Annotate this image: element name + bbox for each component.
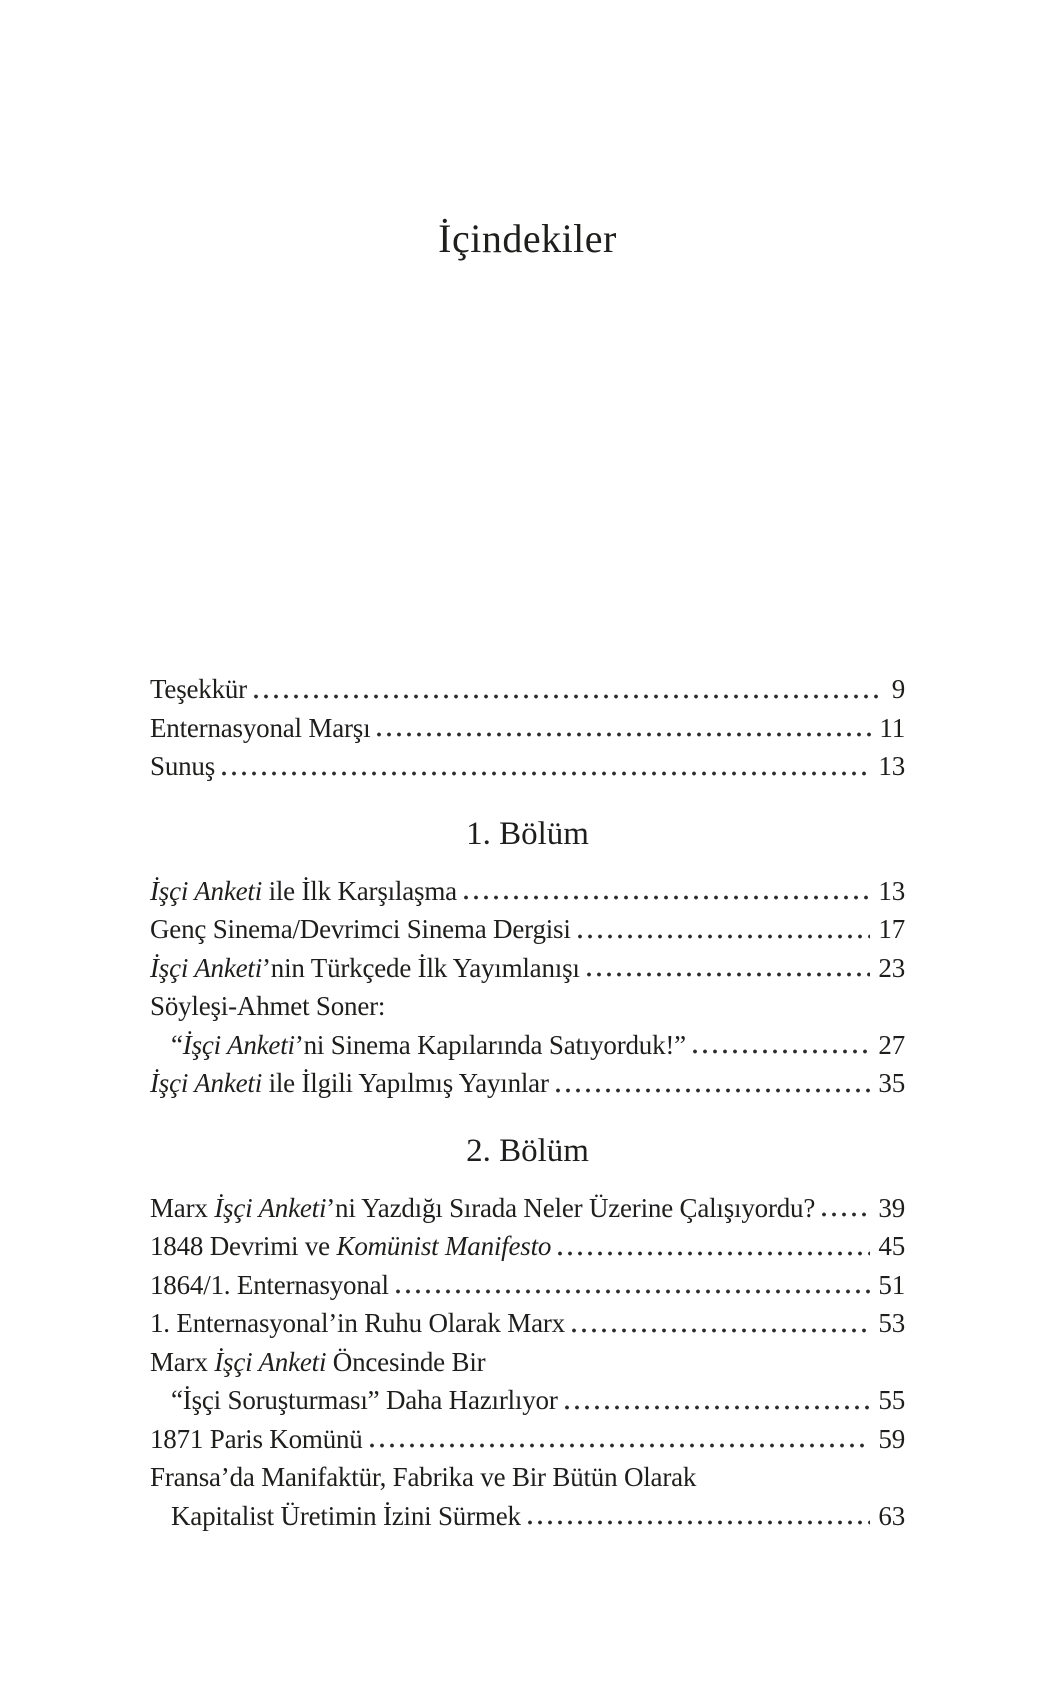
toc-entry: [150, 1026, 905, 1065]
toc-entry-page: 9: [891, 674, 905, 704]
toc-title-italic-segment: Komünist Manifesto: [336, 1231, 552, 1261]
toc-entry-page: 11: [879, 712, 905, 743]
toc-title-italic-segment: İşçi Anketi: [150, 1068, 263, 1098]
toc-entry-title: [150, 1189, 815, 1228]
dot-leader: [584, 972, 871, 977]
toc-entry-title: [150, 747, 215, 786]
toc-title-segment: Sunuş: [150, 751, 216, 781]
dot-leader: [819, 1212, 870, 1217]
toc-entry-page: 63: [878, 1500, 905, 1531]
toc-entry: [150, 709, 905, 748]
toc-entry-title: [150, 1458, 696, 1497]
sections-container: [150, 812, 905, 1536]
dot-leader: [251, 694, 884, 699]
front-matter-list: [150, 670, 905, 786]
toc-title-segment: Genç Sinema/Devrimci Sinema Dergisi: [150, 914, 571, 944]
toc-entry-title: [150, 1304, 565, 1343]
dot-leader: [525, 1520, 871, 1525]
toc-entry: [150, 987, 905, 1026]
toc-entry-title: [150, 1064, 549, 1103]
dot-leader: [219, 771, 870, 776]
toc-title-segment: 1. Enternasyonal’in Ruhu Olarak Marx: [150, 1308, 565, 1338]
toc-entry-title: [150, 1227, 551, 1266]
section-item-list: [150, 872, 905, 1103]
toc-title-italic-segment: İşçi Anketi: [214, 1346, 327, 1377]
toc-title-segment: Enternasyonal Marşı: [150, 712, 371, 743]
toc-entry: [150, 1458, 905, 1497]
toc-entry: [150, 1064, 905, 1103]
toc-entry: [150, 872, 905, 911]
toc-entry-title: [150, 987, 385, 1026]
toc-title-segment: 1871 Paris Komünü: [150, 1423, 363, 1454]
toc-entry: [150, 747, 905, 786]
toc-title-segment: ile İlk Karşılaşma: [262, 875, 457, 906]
toc-entry-page: 23: [878, 952, 905, 983]
toc-entry-title: [150, 670, 247, 709]
toc-title-segment: “: [171, 1029, 183, 1060]
toc-entry: [150, 1227, 905, 1266]
toc-entry-page: 13: [878, 751, 905, 781]
toc-entry-page: 17: [878, 914, 905, 944]
toc-entry-page: 59: [878, 1423, 905, 1454]
toc-title-segment: 1848 Devrimi ve: [150, 1231, 337, 1261]
toc-entry: [150, 1381, 905, 1420]
toc-title-segment: 1864/1. Enternasyonal: [150, 1269, 389, 1300]
toc-title-segment: Kapitalist Üretimin İzini Sürmek: [171, 1500, 521, 1531]
toc-entry-title: [150, 709, 370, 748]
toc-entry-page: 53: [878, 1308, 905, 1338]
toc-entry: [150, 1266, 905, 1305]
table-of-contents: [150, 670, 905, 1535]
toc-entry-page: 55: [878, 1385, 905, 1415]
toc-entry-title: [150, 1343, 485, 1382]
toc-title-segment: Teşekkür: [150, 674, 247, 704]
toc-entry-page: 35: [878, 1068, 905, 1098]
toc-title-segment: ’ni Sinema Kapılarında Satıyorduk!”: [294, 1029, 686, 1060]
section-heading: 2. Bölüm: [466, 1132, 589, 1169]
toc-entry-title: [150, 1420, 363, 1459]
toc-entry-page: 27: [878, 1029, 905, 1060]
toc-title-italic-segment: İşçi Anketi: [182, 1029, 295, 1060]
toc-entry: [150, 1497, 905, 1536]
toc-entry: [150, 910, 905, 949]
toc-title-segment: Marx: [150, 1192, 215, 1223]
toc-entry-page: 39: [878, 1192, 905, 1223]
dot-leader: [555, 1251, 870, 1256]
section-item-list: [150, 1189, 905, 1536]
toc-entry-page: 51: [878, 1269, 905, 1300]
dot-leader: [374, 732, 871, 737]
toc-entry: [150, 1304, 905, 1343]
toc-entry-title: [150, 872, 457, 911]
toc-entry-title: [150, 910, 571, 949]
toc-title-italic-segment: İşçi Anketi: [214, 1192, 327, 1223]
toc-entry-page: 13: [878, 875, 905, 906]
toc-title-italic-segment: İşçi Anketi: [150, 875, 263, 906]
toc-entry: [150, 1420, 905, 1459]
dot-leader: [575, 934, 871, 939]
dot-leader: [569, 1328, 870, 1333]
toc-entry-title: [150, 949, 580, 988]
toc-entry: [150, 1189, 905, 1228]
dot-leader: [461, 895, 870, 900]
toc-entry-title: [150, 1266, 389, 1305]
toc-entry-title: [171, 1026, 686, 1065]
dot-leader: [393, 1289, 871, 1294]
toc-entry-title: [171, 1381, 558, 1420]
toc-entry: [150, 949, 905, 988]
dot-leader: [367, 1443, 871, 1448]
toc-entry-title: [171, 1497, 521, 1536]
dot-leader: [553, 1088, 871, 1093]
toc-entry-page: 45: [878, 1231, 905, 1261]
section-heading: 1. Bölüm: [466, 815, 589, 852]
page-title: İçindekiler: [438, 216, 617, 261]
toc-title-segment: Marx: [150, 1346, 215, 1377]
dot-leader: [562, 1405, 871, 1410]
toc-title-segment: ’ni Yazdığı Sırada Neler Üzerine Çalışıyordu?: [326, 1192, 816, 1223]
toc-title-segment: “İşçi Soruşturması” Daha Hazırlıyor: [171, 1385, 558, 1415]
toc-title-segment: ile İlgili Yapılmış Yayınlar: [262, 1068, 549, 1098]
toc-entry: [150, 1343, 905, 1382]
toc-title-italic-segment: İşçi Anketi: [150, 952, 263, 983]
toc-entry: [150, 670, 905, 709]
toc-title-segment: Söyleşi-Ahmet Soner:: [150, 991, 386, 1021]
toc-title-segment: Öncesinde Bir: [326, 1346, 486, 1377]
toc-title-segment: Fransa’da Manifaktür, Fabrika ve Bir Bütün Olarak: [150, 1462, 697, 1492]
dot-leader: [690, 1049, 870, 1054]
toc-title-segment: ’nin Türkçede İlk Yayımlanışı: [262, 952, 580, 983]
